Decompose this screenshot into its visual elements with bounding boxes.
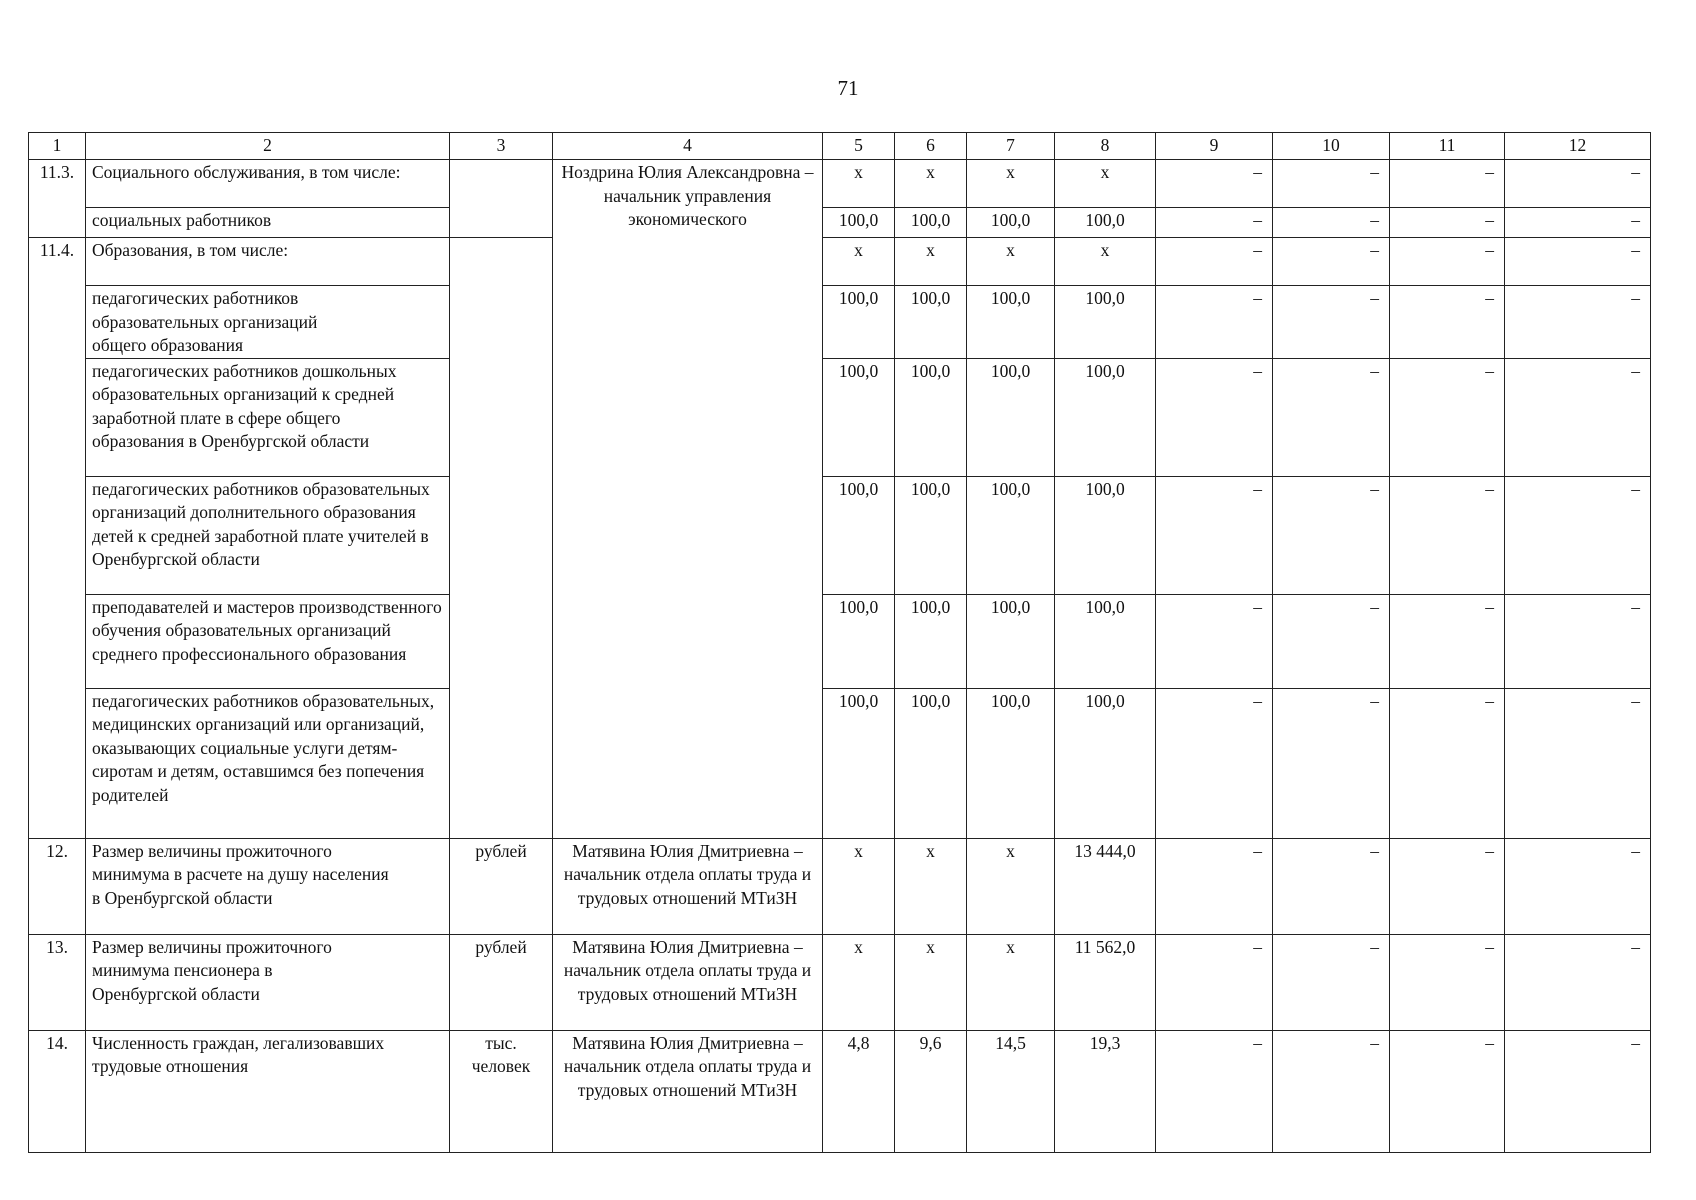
row-number: 13. — [29, 934, 86, 1030]
value-cell: 100,0 — [1055, 208, 1156, 238]
header-row — [29, 133, 1651, 160]
value-cell: – — [1390, 1030, 1505, 1152]
unit-cell: рублей — [450, 838, 553, 934]
value-cell: 100,0 — [895, 594, 967, 688]
table-row — [29, 286, 1651, 359]
value-cell: – — [1390, 934, 1505, 1030]
value-cell: 100,0 — [823, 208, 895, 238]
unit-cell: рублей — [450, 934, 553, 1030]
value-cell: – — [1273, 1030, 1390, 1152]
value-cell: х — [895, 160, 967, 208]
value-cell: 100,0 — [895, 208, 967, 238]
indicator-name-text: Размер величины прожиточного минимума в расчете на душу населения в Оренбургской области — [92, 840, 389, 908]
indicator-name — [86, 1030, 450, 1152]
value-cell: – — [1505, 476, 1651, 594]
value-cell: х — [823, 238, 895, 286]
indicator-name-text: педагогических работников образовательных, медицинских организаций или организаций, оказывающих социальные услуги детям-сиротам и детям, оставшимся без попечения родителей — [92, 690, 435, 805]
value-cell: – — [1156, 934, 1273, 1030]
header-cell: 11 — [1390, 133, 1505, 160]
value-cell: 100,0 — [895, 286, 967, 359]
value-cell: – — [1156, 358, 1273, 476]
header-cell: 4 — [553, 133, 823, 160]
page-number: 71 — [837, 76, 859, 100]
value-cell: – — [1390, 208, 1505, 238]
value-cell: 4,8 — [823, 1030, 895, 1152]
value-cell: 100,0 — [895, 476, 967, 594]
responsible-cell: Матявина Юлия Дмитриевна – начальник отдела оплаты труда и трудовых отношений МТиЗН — [553, 1030, 823, 1152]
table-row — [29, 594, 1651, 688]
indicator-name — [86, 688, 450, 838]
value-cell: 100,0 — [823, 358, 895, 476]
value-cell: – — [1156, 476, 1273, 594]
indicators-table — [28, 132, 1651, 1153]
value-cell: 100,0 — [823, 688, 895, 838]
unit-cell — [450, 160, 553, 238]
value-cell: х — [895, 934, 967, 1030]
unit-text: тыс. человек — [471, 1032, 531, 1076]
value-cell: – — [1156, 238, 1273, 286]
header-cell: 8 — [1055, 133, 1156, 160]
value-cell: – — [1273, 160, 1390, 208]
header-cell: 6 — [895, 133, 967, 160]
header-cell: 3 — [450, 133, 553, 160]
value-cell: 100,0 — [895, 358, 967, 476]
indicator-name-text: педагогических работников дошкольных образовательных организаций к средней заработной плате в сфере общего образования в Оренбургской области — [92, 360, 397, 451]
value-cell: – — [1390, 238, 1505, 286]
value-cell: – — [1505, 358, 1651, 476]
indicator-name-text: Численность граждан, легализовавших трудовые отношения — [92, 1032, 385, 1076]
row-number: 11.4. — [29, 238, 86, 839]
value-cell: – — [1505, 838, 1651, 934]
value-cell: х — [823, 934, 895, 1030]
value-cell: – — [1505, 238, 1651, 286]
indicator-name-text: Размер величины прожиточного минимума пенсионера в Оренбургской области — [92, 936, 332, 1004]
header-cell: 10 — [1273, 133, 1390, 160]
value-cell: 100,0 — [1055, 476, 1156, 594]
value-cell: – — [1505, 594, 1651, 688]
value-cell: х — [967, 160, 1055, 208]
indicator-name-text: преподавателей и мастеров производственного обучения образовательных организаций среднего профессионального образования — [92, 596, 442, 664]
value-cell: 13 444,0 — [1055, 838, 1156, 934]
value-cell: – — [1390, 594, 1505, 688]
header-cell: 12 — [1505, 133, 1651, 160]
value-cell: – — [1390, 688, 1505, 838]
value-cell: – — [1156, 286, 1273, 359]
value-cell: 100,0 — [1055, 594, 1156, 688]
responsible-cell: Матявина Юлия Дмитриевна – начальник отдела оплаты труда и трудовых отношений МТиЗН — [553, 934, 823, 1030]
row-number: 11.3. — [29, 160, 86, 238]
value-cell: – — [1273, 838, 1390, 934]
value-cell: 100,0 — [967, 208, 1055, 238]
value-cell: – — [1156, 688, 1273, 838]
value-cell: – — [1505, 934, 1651, 1030]
table-row — [29, 358, 1651, 476]
value-cell: х — [895, 838, 967, 934]
value-cell: 100,0 — [1055, 688, 1156, 838]
table-row — [29, 476, 1651, 594]
header-cell: 9 — [1156, 133, 1273, 160]
indicator-name — [86, 476, 450, 594]
value-cell: – — [1390, 476, 1505, 594]
table-row — [29, 688, 1651, 838]
value-cell: – — [1156, 208, 1273, 238]
value-cell: 100,0 — [823, 286, 895, 359]
value-cell: – — [1273, 688, 1390, 838]
value-cell: – — [1273, 934, 1390, 1030]
value-cell: х — [1055, 160, 1156, 208]
header-cell: 1 — [29, 133, 86, 160]
value-cell: х — [895, 238, 967, 286]
value-cell: – — [1273, 594, 1390, 688]
value-cell: – — [1505, 286, 1651, 359]
value-cell: 100,0 — [895, 688, 967, 838]
value-cell: 9,6 — [895, 1030, 967, 1152]
header-cell: 7 — [967, 133, 1055, 160]
value-cell: 19,3 — [1055, 1030, 1156, 1152]
table-row — [29, 160, 1651, 208]
table-row — [29, 934, 1651, 1030]
value-cell: – — [1156, 838, 1273, 934]
value-cell: – — [1390, 160, 1505, 208]
unit-cell — [450, 1030, 553, 1152]
indicator-name — [86, 934, 450, 1030]
indicator-name — [86, 358, 450, 476]
indicator-name-text: педагогических работников образовательных организаций дополнительного образования детей к средней заработной плате учителей в Оренбургской области — [92, 478, 430, 569]
indicator-name — [86, 838, 450, 934]
value-cell: – — [1156, 160, 1273, 208]
indicator-name: Социального обслуживания, в том числе: — [86, 160, 450, 208]
header-cell: 2 — [86, 133, 450, 160]
table-row — [29, 238, 1651, 286]
value-cell: – — [1505, 688, 1651, 838]
value-cell: 100,0 — [967, 476, 1055, 594]
value-cell: – — [1156, 1030, 1273, 1152]
value-cell: х — [823, 838, 895, 934]
value-cell: – — [1273, 286, 1390, 359]
table-row — [29, 1030, 1651, 1152]
value-cell: – — [1273, 238, 1390, 286]
value-cell: – — [1505, 208, 1651, 238]
value-cell: 11 562,0 — [1055, 934, 1156, 1030]
value-cell: х — [967, 238, 1055, 286]
value-cell: – — [1273, 208, 1390, 238]
value-cell: х — [823, 160, 895, 208]
table-row — [29, 838, 1651, 934]
unit-cell — [450, 238, 553, 839]
value-cell: – — [1505, 160, 1651, 208]
value-cell: 100,0 — [823, 594, 895, 688]
value-cell: – — [1390, 358, 1505, 476]
value-cell: – — [1156, 594, 1273, 688]
indicator-name — [86, 286, 450, 359]
indicator-name: Образования, в том числе: — [86, 238, 450, 286]
value-cell: 100,0 — [1055, 286, 1156, 359]
row-number: 14. — [29, 1030, 86, 1152]
value-cell: 100,0 — [967, 358, 1055, 476]
value-cell: – — [1390, 838, 1505, 934]
indicator-name-text: педагогических работников образовательных организаций общего образования — [92, 288, 318, 355]
value-cell: 100,0 — [967, 286, 1055, 359]
value-cell: 100,0 — [1055, 358, 1156, 476]
indicator-name: социальных работников — [86, 208, 450, 238]
value-cell: х — [967, 934, 1055, 1030]
indicator-name — [86, 594, 450, 688]
value-cell: 100,0 — [823, 476, 895, 594]
value-cell: – — [1390, 286, 1505, 359]
value-cell: – — [1505, 1030, 1651, 1152]
responsible-cell: Ноздрина Юлия Александровна – начальник управления экономического — [553, 160, 823, 839]
value-cell: – — [1273, 358, 1390, 476]
table-row — [29, 208, 1651, 238]
value-cell: 14,5 — [967, 1030, 1055, 1152]
value-cell: 100,0 — [967, 688, 1055, 838]
header-cell: 5 — [823, 133, 895, 160]
value-cell: х — [1055, 238, 1156, 286]
value-cell: х — [967, 838, 1055, 934]
value-cell: – — [1273, 476, 1390, 594]
responsible-cell: Матявина Юлия Дмитриевна – начальник отдела оплаты труда и трудовых отношений МТиЗН — [553, 838, 823, 934]
row-number: 12. — [29, 838, 86, 934]
value-cell: 100,0 — [967, 594, 1055, 688]
